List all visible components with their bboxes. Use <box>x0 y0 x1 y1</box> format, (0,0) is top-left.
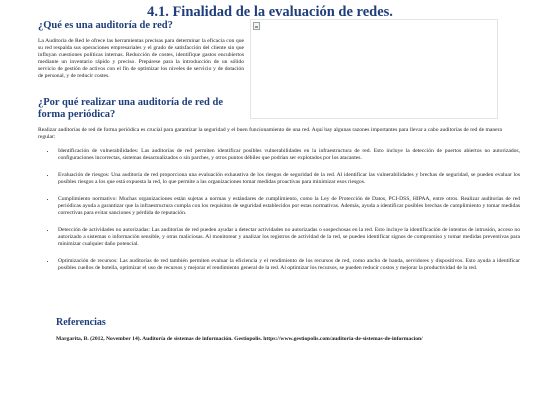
section-body-what-is-audit: La Auditoría de Red le ofrece las herramientas precisas para determinar la eficacia con que su red respalda sus operaciones empresariales y el grado de satisfacción del cliente sin que influyan cuestiones políticas internas. Reducción de costes, identifique gastos encubiertos mediante un inventario rápido y preciso. Prepárese para la introducción de un sólido servicio de gestión de activos con el fin de optimizar los niveles de servicio y de dotación de personal, y de reducir costes. <box>38 38 244 79</box>
image-placeholder <box>250 19 498 119</box>
list-item: • Detección de actividades no autorizadas: Las auditorías de red pueden ayudar a detectar actividades no autorizadas o sospechosas en la red. Esto incluye la identificación de intentos de intrusión, acceso no autorizado a sistemas o información sensible, y otras maliciosas. Al monitorear y analizar los registros de actividad de la red, se pueden identificar signos de compromiso y tomar medidas preventivas para minimizar cualquier daño potencial. <box>56 227 520 248</box>
references-heading: Referencias <box>56 317 106 328</box>
reference-entry: Margarita, B. (2012, November 14). Auditoría de sistemas de información. Gestiopolis. https://www.gestiopolis.com/auditoria-de-sistemas-de-informacion/ <box>56 336 423 342</box>
broken-image-icon <box>253 22 260 30</box>
list-item: • Evaluación de riesgos: Una auditoría de red proporciona una evaluación exhaustiva de los riesgos de seguridad de la red. Al identificar las vulnerabilidades y brechas de seguridad, se pueden evaluar los posibles riesgos a los que está expuesta la red, lo que permite a las organizaciones tomar medidas proactivas para minimizar esos riesgos. <box>56 172 520 186</box>
list-item: • Identificación de vulnerabilidades: Las auditorías de red permiten identificar posibles vulnerabilidades en la infraestructura de red. Esto incluye la detección de puertos abiertos no autorizados, configuraciones incorrectas, sistemas desactualizados o sin parches, y otros puntos débiles que podrían ser explotados por los atacantes. <box>56 148 520 162</box>
list-item: • Optimización de recursos: Las auditorías de red también permiten evaluar la eficiencia y el rendimiento de los recursos de red, como ancho de banda, servidores y dispositivos. Esto ayuda a identificar posibles cuellos de botella, optimizar el uso de recursos y mejorar el rendimiento general de la red. Al optimizar los recursos, se pueden reducir costos y mejorar la productividad de la red. <box>56 258 520 272</box>
reasons-list <box>38 148 520 282</box>
list-item: • Cumplimiento normativo: Muchas organizaciones están sujetas a normas y estándares de cumplimiento, como la Ley de Protección de Datos, PCI-DSS, HIPAA, entre otros. Realizar auditorías de red periódicas ayuda a garantizar que la infraestructura cumpla con los requisitos de seguridad establecidos por estas normativas. Además, ayuda a identificar posibles brechas de cumplimiento y tomar medidas correctivas para evitar sanciones y pérdida de reputación. <box>56 196 520 217</box>
section-heading-why-audit: ¿Por qué realizar una auditoría de red de forma periódica? <box>38 97 224 120</box>
section-lead-why-audit: Realizar auditorías de red de forma periódica es crucial para garantizar la seguridad y el buen funcionamiento de una red. Aquí hay algunas razones importantes para llevar a cabo auditorías de red de manera regular: <box>38 127 502 140</box>
section-heading-what-is-audit: ¿Qué es una auditoría de red? <box>38 20 173 31</box>
page-title: 4.1. Finalidad de la evaluación de redes. <box>147 4 393 20</box>
